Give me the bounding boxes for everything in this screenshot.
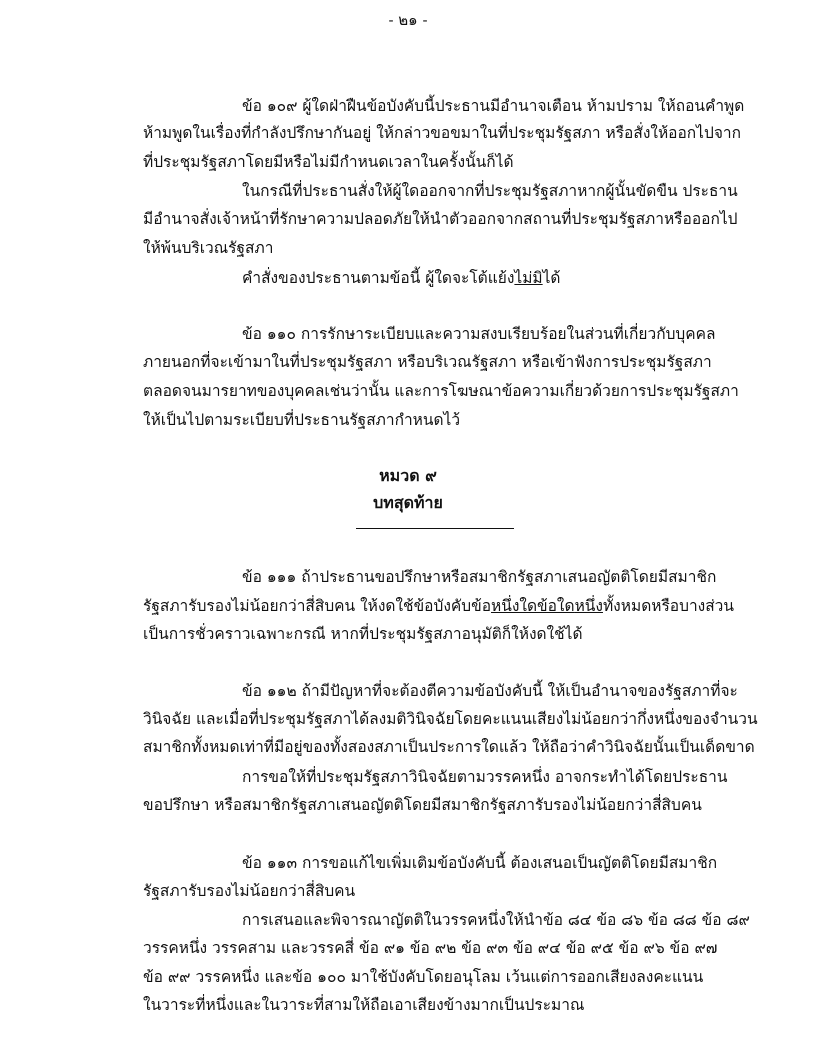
article-109-line-5: มีอำนาจสั่งเจ้าหน้าที่รักษาความปลอดภัยให้นำตัวออกจากสถานที่ประชุมรัฐสภาหรือออกไป: [143, 210, 738, 228]
chapter-title: บทสุดท้าย: [373, 493, 443, 512]
article-109-line-4: ในกรณีที่ประธานสั่งให้ผู้ใดออกจากที่ประชุมรัฐสภาหากผู้นั้นขัดขืน ประธาน: [242, 182, 738, 200]
article-112-line-1: ข้อ ๑๑๒ ถ้ามีปัญหาที่จะต้องตีความข้อบังคับนี้ ให้เป็นอำนาจของรัฐสภาที่จะ: [242, 682, 738, 700]
handwritten-correction: ไม่มิ: [514, 269, 543, 287]
article-112-line-3: สมาชิกทั้งหมดเท่าที่มีอยู่ของทั้งสองสภาเป็นประการใดแล้ว ให้ถือว่าคำวินิจฉัยนั้นเป็นเด็ดขาด: [143, 738, 755, 756]
article-113-line-4: วรรคหนึ่ง วรรคสาม และวรรคสี่ ข้อ ๙๑ ข้อ ๙๒ ข้อ ๙๓ ข้อ ๙๔ ข้อ ๙๕ ข้อ ๙๖ ข้อ ๙๗: [143, 939, 718, 957]
article-109-line-6: ให้พ้นบริเวณรัฐสภา: [143, 239, 274, 257]
article-109-line-7-text: คำสั่งของประธานตามข้อนี้ ผู้ใดจะโต้แย้ง: [242, 269, 515, 287]
article-109-line-3: ที่ประชุมรัฐสภาโดยมีหรือไม่มีกำหนดเวลาในครั้งนั้นก็ได้: [143, 153, 514, 171]
article-110-line-4: ให้เป็นไปตามระเบียบที่ประธานรัฐสภากำหนดไว้: [143, 411, 461, 429]
article-109-line-7-end: ได้: [542, 269, 561, 287]
article-112-line-2: วินิจฉัย และเมื่อที่ประชุมรัฐสภาได้ลงมติวินิจฉัยโดยคะแนนเสียงไม่น้อยกว่ากึ่งหนึ่งของจำนวน: [143, 710, 758, 728]
page-number: - ๒๑ -: [388, 11, 428, 29]
article-112-line-5: ขอปรึกษา หรือสมาชิกรัฐสภาเสนอญัตติโดยมีสมาชิกรัฐสภารับรองไม่น้อยกว่าสี่สิบคน: [143, 796, 702, 814]
article-109-line-2: ห้ามพูดในเรื่องที่กำลังปรึกษากันอยู่ ให้กล่าวขอขมาในที่ประชุมรัฐสภา หรือสั่งให้ออกไปจาก: [143, 124, 741, 142]
article-113-line-1: ข้อ ๑๑๓ การขอแก้ไขเพิ่มเติมข้อบังคับนี้ ต้องเสนอเป็นญัตติโดยมีสมาชิก: [242, 854, 718, 872]
article-110-line-2: ภายนอกที่จะเข้ามาในที่ประชุมรัฐสภา หรือบริเวณรัฐสภา หรือเข้าฟังการประชุมรัฐสภา: [143, 353, 712, 371]
article-113-line-5: ข้อ ๙๙ วรรคหนึ่ง และข้อ ๑๐๐ มาใช้บังคับโดยอนุโลม เว้นแต่การออกเสียงลงคะแนน: [143, 968, 704, 986]
article-112-line-4: การขอให้ที่ประชุมรัฐสภาวินิจฉัยตามวรรคหนึ่ง อาจกระทำได้โดยประธาน: [242, 768, 728, 786]
article-113-line-3: การเสนอและพิจารณาญัตติในวรรคหนึ่งให้นำข้อ ๘๔ ข้อ ๘๖ ข้อ ๘๘ ข้อ ๘๙: [242, 911, 750, 929]
article-111-line-1: ข้อ ๑๑๑ ถ้าประธานขอปรึกษาหรือสมาชิกรัฐสภาเสนอญัตติโดยมีสมาชิก: [242, 568, 717, 586]
article-110-line-3: ตลอดจนมารยาทของบุคคลเช่นว่านั้น และการโฆษณาข้อความเกี่ยวด้วยการประชุมรัฐสภา: [143, 382, 739, 400]
article-109-line-7: [242, 268, 561, 288]
article-109-line-1: ข้อ ๑๐๙ ผู้ใดฝ่าฝืนข้อบังคับนี้ประธานมีอำนาจเตือน ห้ามปราม ให้ถอนคำพูด: [242, 97, 745, 115]
article-111-line-2-end: ทั้งหมดหรือบางส่วน: [602, 597, 734, 615]
article-111-line-3: เป็นการชั่วคราวเฉพาะกรณี หากที่ประชุมรัฐสภาอนุมัติก็ให้งดใช้ได้: [143, 625, 583, 643]
article-110-line-1: ข้อ ๑๑๐ การรักษาระเบียบและความสงบเรียบร้อยในส่วนที่เกี่ยวกับบุคคล: [242, 325, 716, 343]
chapter-number: หมวด ๙: [379, 466, 437, 485]
heading-divider: [356, 528, 514, 529]
article-113-line-6: ในวาระที่หนึ่งและในวาระที่สามให้ถือเอาเสียงข้างมากเป็นประมาณ: [143, 996, 585, 1014]
handwritten-correction: หนึ่งใดข้อใด: [491, 597, 575, 615]
article-111-line-2: [143, 596, 734, 616]
article-113-line-2: รัฐสภารับรองไม่น้อยกว่าสี่สิบคน: [143, 882, 356, 900]
handwritten-correction: หนึ่ง: [574, 597, 603, 615]
article-111-line-2-text: รัฐสภารับรองไม่น้อยกว่าสี่สิบคน ให้งดใช้ข้อบังคับข้อ: [143, 597, 492, 615]
